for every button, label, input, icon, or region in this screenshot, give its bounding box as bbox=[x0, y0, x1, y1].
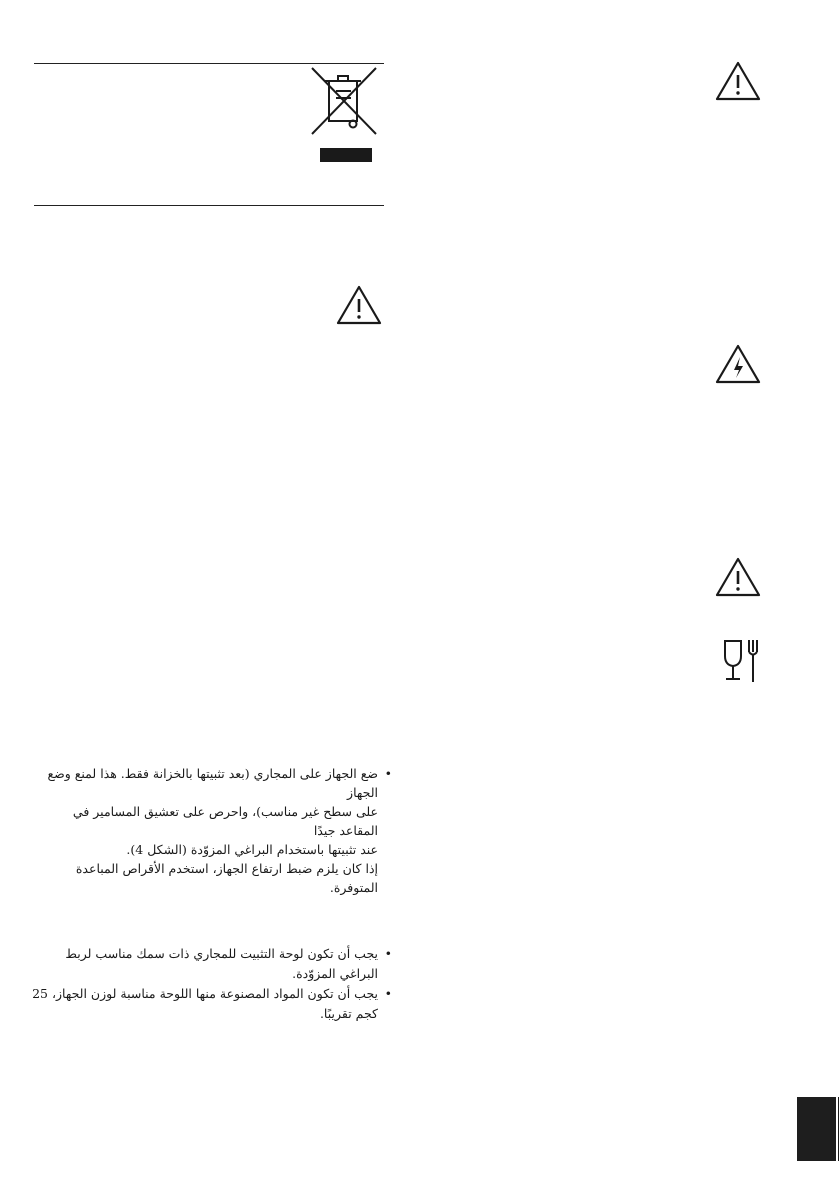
list-item bbox=[30, 984, 392, 1024]
bullet: • bbox=[384, 946, 392, 961]
installation-line-4: إذا كان يلزم ضبط ارتفاع الجهاز، استخدم الأقراص المباعدة المتوفرة. bbox=[75, 861, 378, 895]
list-item bbox=[30, 944, 392, 984]
installation-line-3: عند تثبيتها باستخدام البراغي المزوّدة (الشكل 4). bbox=[126, 842, 378, 857]
installation-line-1: ضع الجهاز على المجاري (بعد تثبيتها بالخزانة فقط. هذا لمنع وضع الجهاز bbox=[47, 766, 378, 800]
top-rule bbox=[34, 63, 384, 64]
glass-fork-icon bbox=[722, 638, 764, 684]
installation-paragraph bbox=[40, 764, 392, 897]
bottom-rule bbox=[34, 205, 384, 206]
list-item bbox=[40, 764, 392, 802]
requirement-2: يجب أن تكون المواد المصنوعة منها اللوحة مناسبة لوزن الجهاز، 25 كجم تقريبًا. bbox=[32, 986, 378, 1021]
page-edge-line bbox=[836, 0, 838, 1191]
crossed-out-wheelie-bin-icon bbox=[308, 66, 380, 166]
requirements-list bbox=[30, 944, 392, 1024]
bullet: • bbox=[384, 766, 392, 781]
requirement-1: يجب أن تكون لوحة التثبيت للمجاري ذات سمك مناسب لربط البراغي المزوّدة. bbox=[65, 946, 378, 981]
warning-triangle-icon bbox=[714, 60, 762, 102]
electric-hazard-icon bbox=[714, 343, 762, 385]
page-edge-tab bbox=[797, 1097, 839, 1161]
installation-line-2: على سطح غير مناسب)، واحرص على تعشيق المسامير في المقاعد جيدًا bbox=[72, 804, 378, 838]
warning-triangle-icon bbox=[714, 556, 762, 598]
warning-triangle-icon bbox=[335, 284, 383, 326]
bullet: • bbox=[384, 986, 392, 1001]
